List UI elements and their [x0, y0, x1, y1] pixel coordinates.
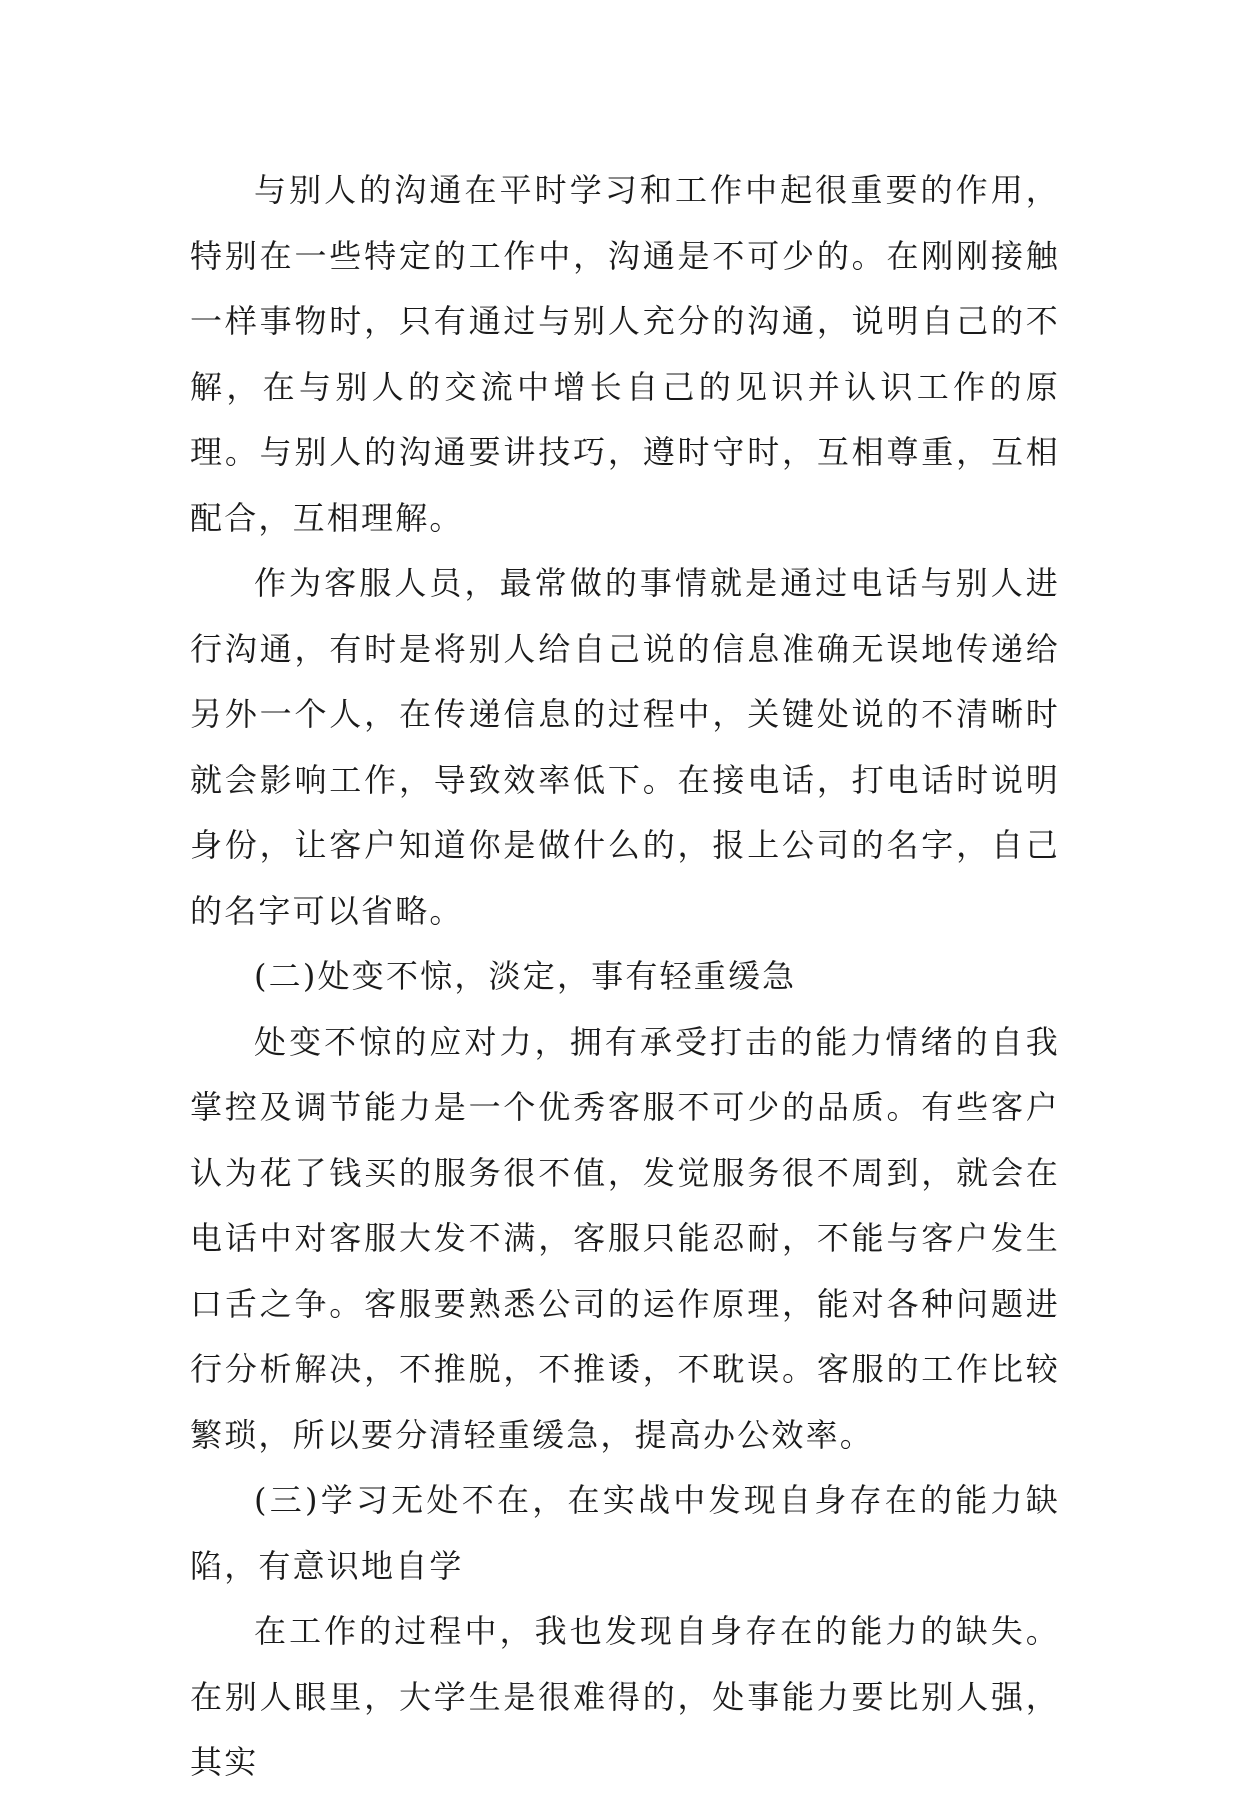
document-body	[190, 158, 1060, 1796]
section-heading-2: (二)处变不惊，淡定，事有轻重缓急	[254, 957, 797, 995]
section-heading-3: (三)学习无处不在，在实战中发现自身存在的能力缺陷，有意识地自学	[190, 1481, 1060, 1585]
paragraph-self-learning: 在工作的过程中，我也发现自身存在的能力的缺失。在别人眼里，大学生是很难得的，处事能力要比别人强，其实	[190, 1612, 1060, 1781]
paragraph-customer-service: 作为客服人员，最常做的事情就是通过电话与别人进行沟通，有时是将别人给自己说的信息准确无误地传递给另外一个人，在传递信息的过程中，关键处说的不清晰时就会影响工作，导致效率低下。在接电话，打电话时说明身份，让客户知道你是做什么的，报上公司的名字，自己的名字可以省略。	[190, 564, 1060, 930]
paragraph-composure: 处变不惊的应对力，拥有承受打击的能力情绪的自我掌控及调节能力是一个优秀客服不可少的品质。有些客户认为花了钱买的服务很不值，发觉服务很不周到，就会在电话中对客服大发不满，客服只能忍耐，不能与客户发生口舌之争。客服要熟悉公司的运作原理，能对各种问题进行分析解决，不推脱，不推诿，不耽误。客服的工作比较繁琐，所以要分清轻重缓急，提高办公效率。	[190, 1022, 1060, 1454]
paragraph-communication: 与别人的沟通在平时学习和工作中起很重要的作用，特别在一些特定的工作中，沟通是不可少的。在刚刚接触一样事物时，只有通过与别人充分的沟通，说明自己的不解，在与别人的交流中增长自己的见识并认识工作的原理。与别人的沟通要讲技巧，遵时守时，互相尊重，互相配合，互相理解。	[190, 171, 1060, 537]
